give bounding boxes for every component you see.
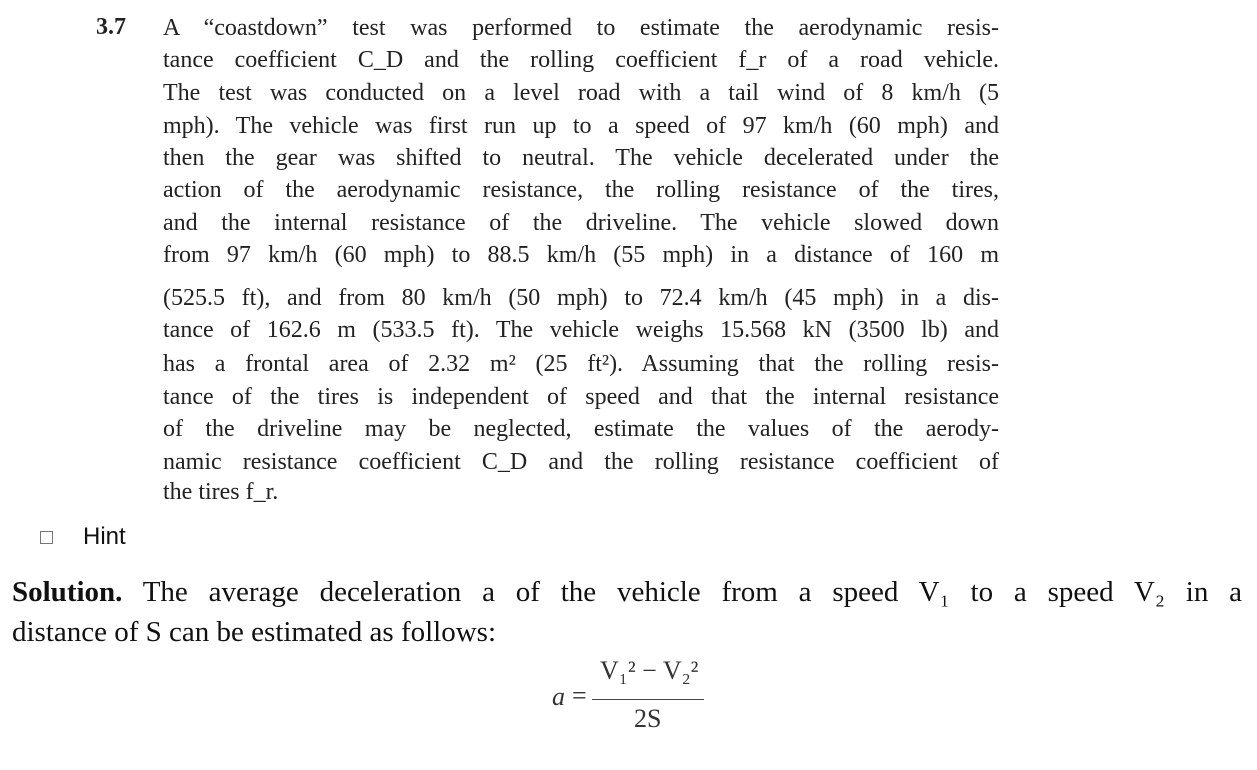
deceleration-formula (546, 654, 726, 744)
problem-line: the tires f_r. (163, 479, 279, 505)
formula-equals: = (572, 681, 587, 710)
solution-line-2: distance of S can be estimated as follows: (12, 616, 497, 648)
problem-line: tance coefficient C_D and the rolling coefficient f_r of a road vehicle. (163, 47, 999, 73)
problem-line: and the internal resistance of the driveline. The vehicle slowed down (163, 210, 999, 236)
hint-checkbox[interactable] (40, 531, 53, 544)
problem-line: has a frontal area of 2.32 m² (25 ft²). Assuming that the rolling resis- (163, 351, 999, 377)
problem-number: 3.7 (96, 14, 126, 40)
hint-toggle[interactable] (40, 520, 126, 554)
solution-line-1 (12, 572, 1242, 612)
problem-line: namic resistance coefficient C_D and the rolling resistance coefficient of (163, 449, 999, 475)
problem-line: from 97 km/h (60 mph) to 88.5 km/h (55 mph) in a distance of 160 m (163, 242, 999, 268)
problem-line: The test was conducted on a level road with a tail wind of 8 km/h (5 (163, 80, 999, 106)
problem-line: tance of 162.6 m (533.5 ft). The vehicle weighs 15.568 kN (3500 lb) and (163, 317, 999, 343)
solution-text-1: The average deceleration a of the vehicle from a speed V₁ to a speed V₂ in a (142, 576, 1242, 608)
problem-line: of the driveline may be neglected, estimate the values of the aerody- (163, 416, 999, 442)
problem-line: action of the aerodynamic resistance, the rolling resistance of the tires, (163, 177, 999, 203)
problem-line: then the gear was shifted to neutral. The vehicle decelerated under the (163, 145, 999, 171)
problem-line: (525.5 ft), and from 80 km/h (50 mph) to 72.4 km/h (45 mph) in a dis- (163, 285, 999, 311)
solution-label: Solution. (12, 576, 123, 608)
formula-lhs: a (552, 682, 565, 711)
problem-line: mph). The vehicle was first run up to a speed of 97 km/h (60 mph) and (163, 113, 999, 139)
problem-line: A “coastdown” test was performed to estimate the aerodynamic resis- (163, 15, 999, 41)
fraction-bar (592, 699, 704, 700)
formula-numerator: V₁² − V₂² (600, 656, 699, 685)
formula-denominator: 2S (634, 704, 662, 733)
problem-line: tance of the tires is independent of speed and that the internal resistance (163, 384, 999, 410)
hint-label[interactable]: Hint (83, 523, 126, 550)
